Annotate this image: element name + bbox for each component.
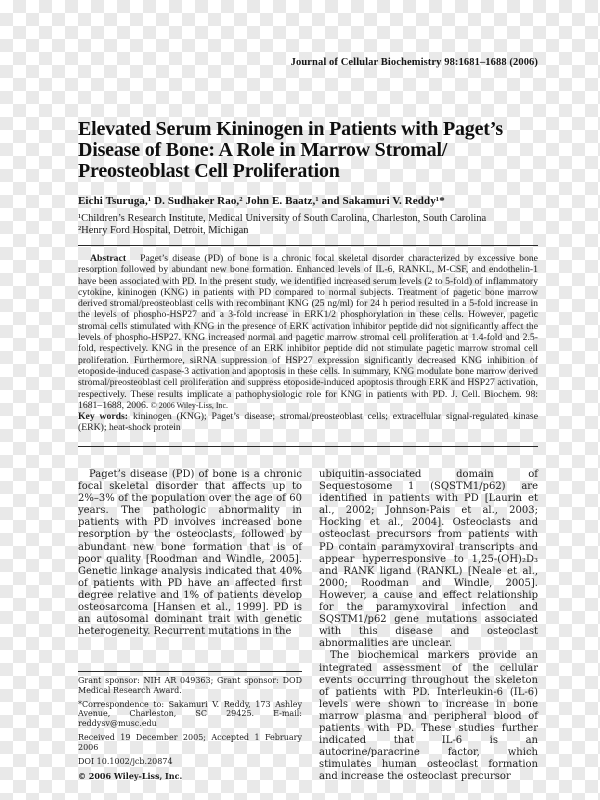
article-title-line-3: Preosteoblast Cell Proliferation xyxy=(78,160,340,182)
abstract-label: Abstract xyxy=(90,253,127,264)
affiliation-1: ¹Children’s Research Institute, Medical University of South Carolina, Charleston, South Carolina xyxy=(78,213,487,224)
article-title-line-2: Disease of Bone: A Role in Marrow Stromal/ xyxy=(78,139,448,161)
divider-below-keywords xyxy=(78,446,538,447)
footnote-copyright: © 2006 Wiley-Liss, Inc. xyxy=(78,771,183,782)
abstract-text: Paget’s disease (PD) of bone is a chronic focal skeletal disorder characterized by excessive bone resorption followed by abundant new bone formation. Enhanced levels of IL-6, RANKL, M-CSF, and endothelin-1 have been associated with PD. In the present study, we identified increased serum levels (2 to 5-fold) of inflammatory cytokine, kininogen (KNG) in patients with PD compared to normal subjects. Treatment of pagetic bone marrow derived stromal/preosteoblast cells with recombinant KNG (25 ng/ml) for 24 h period resulted in a 5-fold increase in the levels of phospho-HSP27 and a 3-fold increase in ERK1/2 phosphorylation in these cells. However, pagetic stromal cells stimulated with KNG in the presence of ERK activation inhibitor peptide did not significantly affect the levels of phospho-HSP27. KNG increased normal and pagetic marrow stromal cell proliferation at 1.4-fold and 2.5-fold, respectively. KNG in the presence of an ERK inhibitor peptide did not stimulate pagetic marrow stromal cell proliferation. Furthermore, siRNA suppression of HSP27 expression significantly decreased KNG inhibition of etoposide-induced caspase-3 activation and apoptosis in these cells. In summary, KNG modulate bone marrow derived stromal/preosteoblast cell proliferation and suppress etoposide-induced apoptosis through ERK and HSP27 activation, respectively. These results implicate a pathophysiologic role for KNG in patients with PD. xyxy=(78,253,538,400)
divider-above-abstract xyxy=(78,245,538,246)
article-title-line-1: Elevated Serum Kininogen in Patients with Paget’s xyxy=(78,118,504,140)
left-column-paragraph: Paget’s disease (PD) of bone is a chronic focal skeletal disorder that affects up to 2%–3% of the population over the age of 60 years. The pathologic abnormality in patients with PD involves increased bone resorption by the osteoclasts, followed by abundant new bone formation that is of poor quality [Roodman and Windle, 2005]. Genetic linkage analysis indicated that 40% of patients with PD have an affected first degree relative and 1% of patients develop osteosarcoma [Hansen et al., 1999]. PD is an autosomal dominant trait with genetic heterogeneity. Recurrent mutations in the xyxy=(78,469,302,638)
footnote-grant: Grant sponsor: NIH AR 049363; Grant sponsor: DOD Medical Research Award. xyxy=(78,676,302,695)
footnote-doi: DOI 10.1002/jcb.20874 xyxy=(78,756,173,766)
right-column xyxy=(319,469,538,783)
right-column-paragraph-1: ubiquitin-associated domain of Sequestosome 1 (SQSTM1/p62) are identified in patients with PD [Laurin et al., 2002; Johnson-Pais et al., 2003; Hocking et al., 2004]. Osteoclasts and osteoclast precursors from patients with PD contain paramyxoviral transcripts and appear hyperresponsive to 1,25-(OH)₂D₃ and RANK ligand (RANKL) [Neale et al., 2000; Roodman and Windle, 2005]. However, a cause and effect relationship for the paramyxoviral infection and SQSTM1/p62 gene mutations associated with this disease and osteoclast abnormalities are unclear. xyxy=(319,469,538,650)
affiliations xyxy=(78,213,538,236)
footnote-received: Received 19 December 2005; Accepted 1 February 2006 xyxy=(78,732,302,752)
right-column-paragraph-2: The biochemical markers provide an integrated assessment of the cellular events occurring throughout the skeleton of patients with PD. Interleukin-6 (IL-6) levels were shown to increase in bone marrow plasma and peripheral blood of patients with PD. These studies further indicated that IL-6 is an autocrine/paracrine factor, which stimulates human osteoclast formation and increase the osteoclast precursor xyxy=(319,650,538,783)
abstract-copyright: © 2006 Wiley-Liss, Inc. xyxy=(150,400,229,410)
footnote-divider xyxy=(78,671,302,672)
keywords-text: kininogen (KNG); Paget’s disease; stromal/preosteoblast cells; extracellular signal-regulated kinase (ERK); heat-shock protein xyxy=(78,411,538,434)
article-title xyxy=(78,119,538,182)
footnote-correspondence: *Correspondence to: Sakamuri V. Reddy, 173 Ashley Avenue, Charleston, SC 29425. E-mail: reddysv@musc.edu xyxy=(78,699,302,729)
abstract-section xyxy=(78,253,538,411)
keywords-label: Key words: xyxy=(78,411,129,422)
affiliation-2: ²Henry Ford Hospital, Detroit, Michigan xyxy=(78,224,249,236)
authors-line: Eichi Tsuruga,¹ D. Sudhaker Rao,² John E. Baatz,¹ and Sakamuri V. Reddy¹* xyxy=(78,195,445,207)
keywords-section xyxy=(78,411,538,434)
document-page xyxy=(78,0,538,800)
footnotes-block xyxy=(78,671,302,786)
abstract-citation: J. Cell. Biochem. 98: 1681–1688, 2006. xyxy=(78,388,538,411)
journal-header: Journal of Cellular Biochemistry 98:1681–1688 (2006) xyxy=(290,57,538,68)
